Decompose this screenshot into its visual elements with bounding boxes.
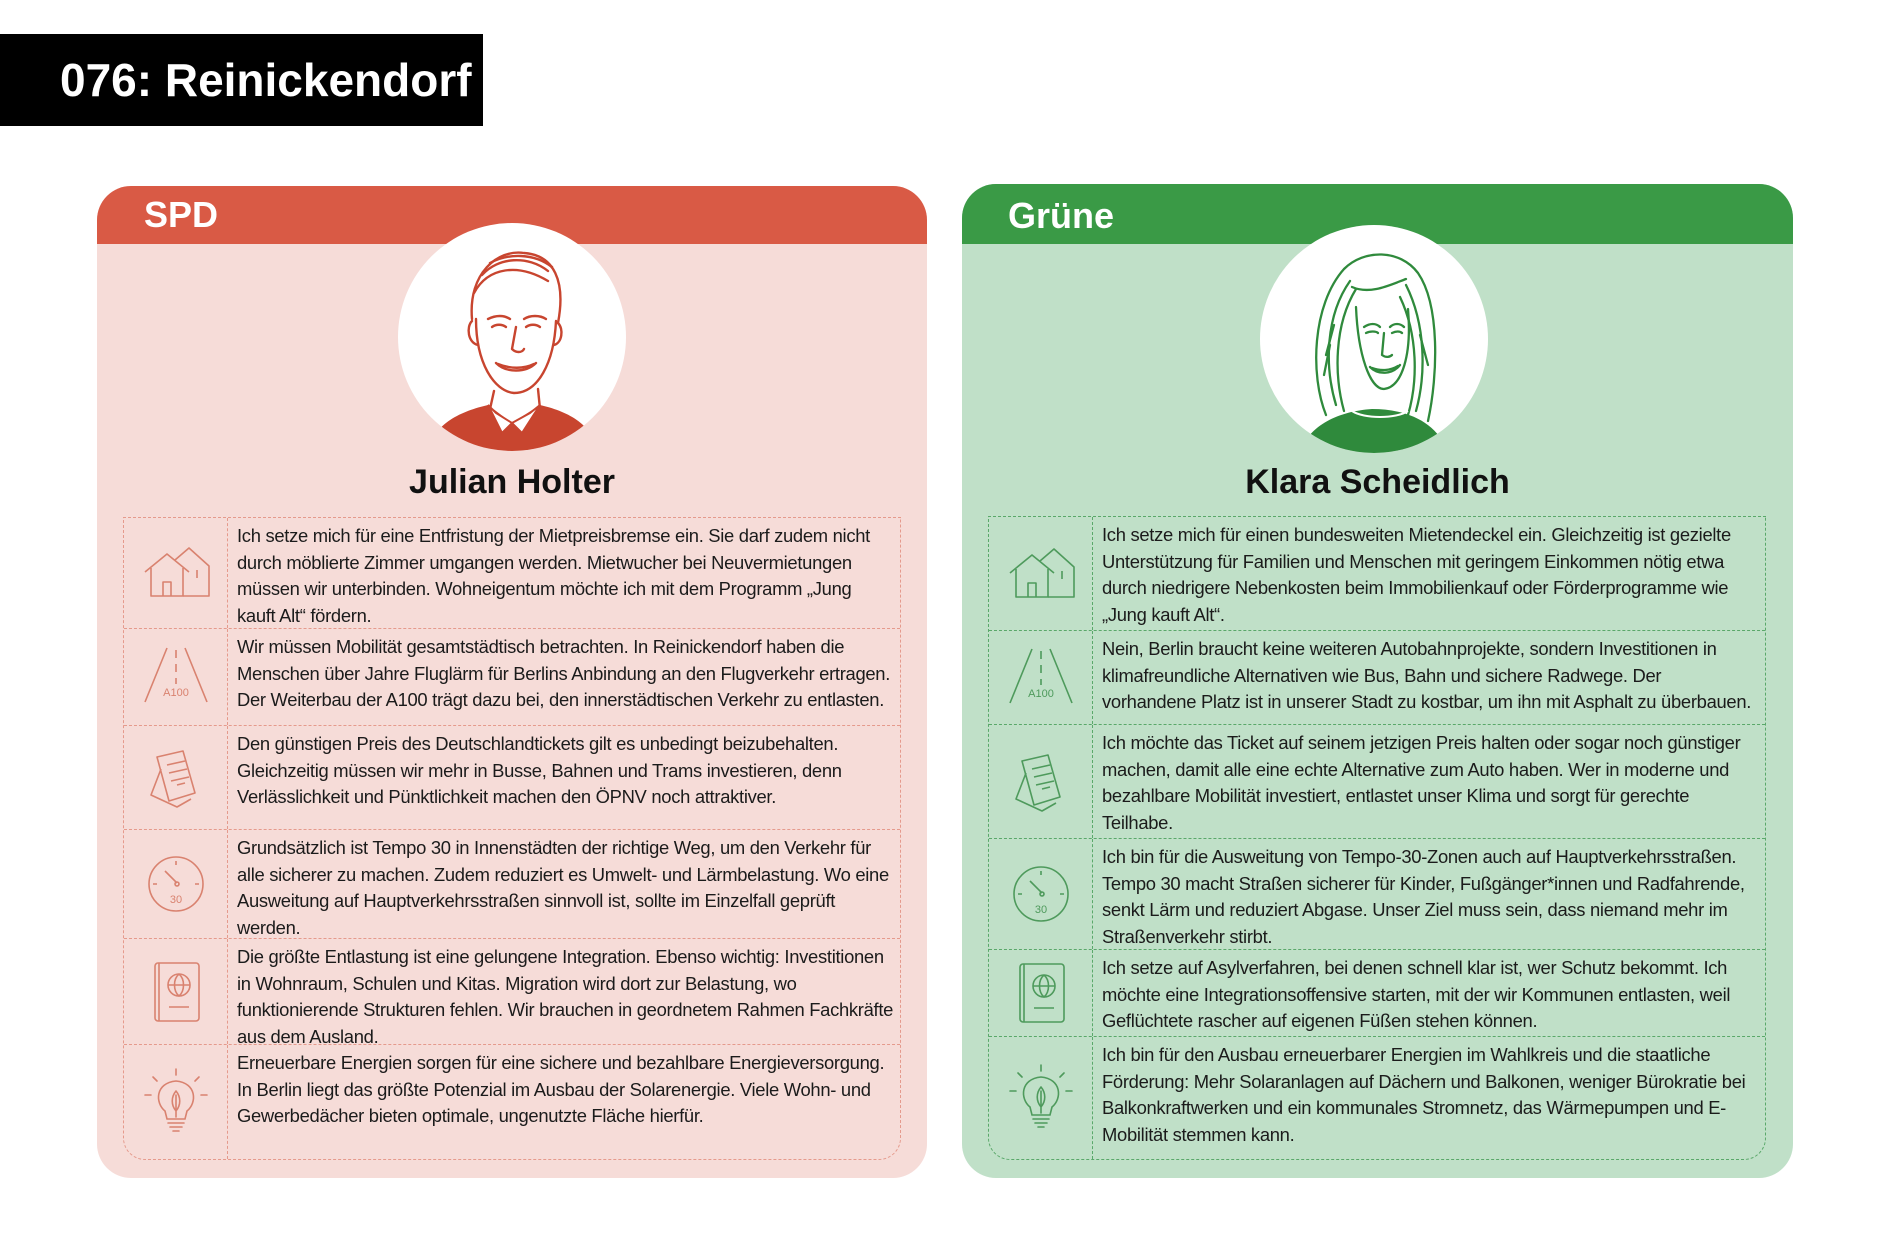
candidate-name-gruene: Klara Scheidlich xyxy=(1245,463,1510,501)
topic-text: Den günstigen Preis des Deutschlandtickets gilt es unbedingt beizubehalten. Gleichzeitig müssen wir mehr in Busse, Bahnen und Trams investieren, denn Verlässlichkeit und Pünktlichkeit machen den ÖPNV noch attraktiver. xyxy=(237,733,842,808)
topic-row-energy xyxy=(124,1045,900,1159)
portrait-illustration-spd xyxy=(398,223,626,451)
lightbulb-icon xyxy=(989,1037,1093,1159)
ticket-icon xyxy=(989,725,1093,838)
party-header-gruene: Grüne xyxy=(962,184,1793,244)
topic-text: Nein, Berlin braucht keine weiteren Autobahnprojekte, sondern Investitionen in klimafreundliche Alternativen wie Bus, Bahn und sichere Radwege. Der vorhandene Platz ist in unserer Stadt zu kostbar, um ihn mit Asphalt zu überbauen. xyxy=(1102,638,1752,713)
topics-table-gruene xyxy=(988,516,1766,1160)
svg-text:A100: A100 xyxy=(1027,687,1054,700)
topic-text: Die größte Entlastung ist eine gelungene Integration. Ebenso wichtig: Investitionen in Wohnraum, Schulen und Kitas. Migration wird dort zur Belastung, wo funktionierende Strukturen fehlen. Wir brauchen in geordnetem Rahmen Fachkräfte aus dem Ausland. xyxy=(237,946,894,1047)
svg-text:30: 30 xyxy=(1034,904,1047,916)
speedometer-icon xyxy=(989,839,1093,949)
party-header-spd: SPD xyxy=(97,186,927,244)
topic-text: Erneuerbare Energien sorgen für eine sichere und bezahlbare Energieversorgung. In Berlin liegt das größte Potenzial im Ausbau der Solarenergie. Viele Wohn- und Gewerbedächer bieten optimale, ungenutzte Fläche hierfür. xyxy=(237,1052,885,1127)
topic-row-housing xyxy=(124,518,900,629)
topic-row-transit xyxy=(124,726,900,830)
highway-icon xyxy=(989,631,1093,724)
topic-text: Ich setze mich für einen bundesweiten Mietendeckel ein. Gleichzeitig ist gezielte Unterstützung für Familien und Menschen mit geringem Einkommen nötig etwa durch niedrigere Nebenkosten beim Immobilienkauf oder Förderprogramme wie „Jung kauft Alt“. xyxy=(1102,524,1731,625)
topic-row-housing xyxy=(989,517,1765,631)
topic-text: Wir müssen Mobilität gesamtstädtisch betrachten. In Reinickendorf haben die Menschen über Jahre Fluglärm für Berlins Anbindung an den Flugverkehr ertragen. Der Weiterbau der A100 trägt dazu bei, den innerstädtischen Verkehr zu entlasten. xyxy=(237,636,891,711)
topic-row-mobility xyxy=(989,631,1765,725)
portrait-illustration-gruene xyxy=(1260,225,1488,453)
topic-row-migration xyxy=(124,939,900,1045)
highway-icon xyxy=(124,629,228,725)
lightbulb-icon xyxy=(124,1045,228,1159)
topics-table-spd xyxy=(123,517,901,1160)
topic-text: Ich bin für die Ausweitung von Tempo-30-Zonen auch auf Hauptverkehrsstraßen. Tempo 30 macht Straßen sicherer für Kinder, Fußgänger*innen und Radfahrende, senkt Lärm und reduziert Abgase. Unser Ziel muss sein, dass niemand mehr im Straßenverkehr stirbt. xyxy=(1102,846,1745,947)
passport-icon xyxy=(989,950,1093,1036)
passport-icon xyxy=(124,939,228,1044)
topic-row-energy xyxy=(989,1037,1765,1159)
topic-row-speed-limit xyxy=(124,830,900,939)
topic-text: Ich bin für den Ausbau erneuerbarer Energien im Wahlkreis und die staatliche Förderung: Mehr Solaranlagen auf Dächern und Balkonen, weniger Bürokratie bei Balkonkraftwerken und ein kommunales Stromnetz, das Wärmepumpen und E-Mobilität stemmen kann. xyxy=(1102,1044,1746,1145)
svg-text:A100: A100 xyxy=(162,687,189,699)
speedometer-icon xyxy=(124,830,228,938)
topic-row-mobility xyxy=(124,629,900,726)
spd-candidate-card xyxy=(97,186,927,1178)
candidate-portrait-gruene xyxy=(1260,225,1488,453)
district-title: 076: Reinickendorf xyxy=(0,34,483,126)
topic-text: Ich möchte das Ticket auf seinem jetzigen Preis halten oder sogar noch günstiger machen, damit alle eine echte Alternative zum Auto haben. Wer in moderne und bezahlbare Mobilität investiert, entlastet unser Klima und sorgt für gerechte Teilhabe. xyxy=(1102,732,1741,833)
svg-text:30: 30 xyxy=(169,894,182,906)
topic-row-speed-limit xyxy=(989,839,1765,950)
ticket-icon xyxy=(124,726,228,829)
topic-text: Grundsätzlich ist Tempo 30 in Innenstädten der richtige Weg, um den Verkehr für alle sicherer zu machen. Zudem reduziert es Umwelt- und Lärmbelastung. Wo eine Ausweitung auf Hauptverkehrsstraßen sinnvoll ist, sollte im Einzelfall geprüft werden. xyxy=(237,837,889,938)
candidate-name-spd: Julian Holter xyxy=(409,463,615,501)
candidate-portrait-spd xyxy=(398,223,626,451)
house-icon xyxy=(989,517,1093,630)
topic-row-transit xyxy=(989,725,1765,839)
gruene-candidate-card xyxy=(962,184,1793,1178)
topic-text: Ich setze mich für eine Entfristung der Mietpreisbremse ein. Sie darf zudem nicht durch möblierte Zimmer umgangen werden. Mietwucher bei Neuvermietungen müssen wir unterbinden. Wohneigentum möchte ich mit dem Programm „Jung kauft Alt“ fördern. xyxy=(237,525,870,626)
house-icon xyxy=(124,518,228,628)
topic-row-migration xyxy=(989,950,1765,1037)
topic-text: Ich setze auf Asylverfahren, bei denen schnell klar ist, wer Schutz bekommt. Ich möchte eine Integrationsoffensive starten, mit der wir Kommunen entlasten, weil Geflüchtete rascher auf eigenen Füßen stehen können. xyxy=(1102,957,1731,1032)
